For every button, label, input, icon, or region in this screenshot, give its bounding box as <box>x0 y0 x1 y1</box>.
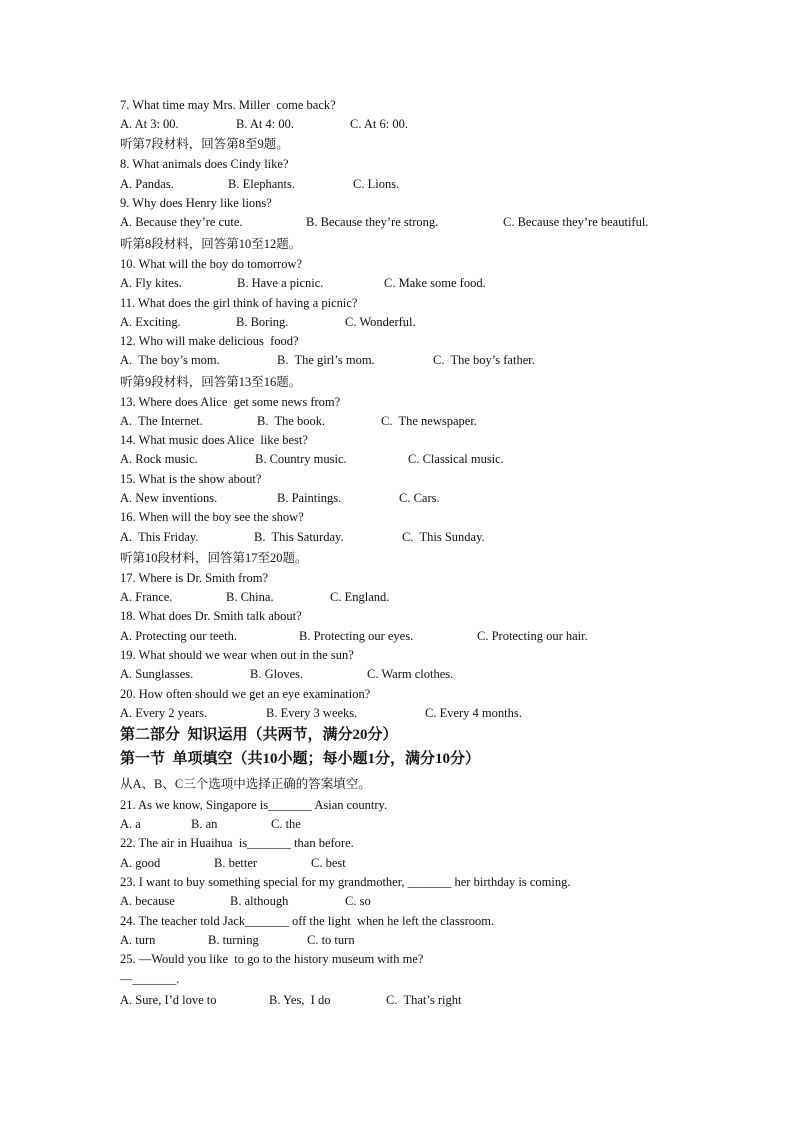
answer-option: B. Yes, I do <box>269 993 331 1007</box>
answer-options <box>120 666 680 682</box>
section-instruction: 听第9段材料，回答第13至16题。 <box>120 375 302 389</box>
answer-option: A. Pandas. <box>120 177 174 191</box>
answer-options <box>120 992 680 1008</box>
answer-option: C. Warm clothes. <box>367 667 454 681</box>
answer-option: A. Fly kites. <box>120 276 182 290</box>
answer-option: A. Exciting. <box>120 315 181 329</box>
question-text: 8. What animals does Cindy like? <box>120 157 289 171</box>
answer-option: B. Because they’re strong. <box>306 215 439 229</box>
question-text: —_______. <box>120 972 180 986</box>
answer-options <box>120 589 680 605</box>
question-text: 10. What will the boy do tomorrow? <box>120 257 303 271</box>
answer-option: C. Lions. <box>353 177 400 191</box>
answer-option: B. Every 3 weeks. <box>266 706 358 720</box>
answer-option: B. At 4: 00. <box>236 117 294 131</box>
answer-option: A. Rock music. <box>120 452 198 466</box>
answer-option: A. turn <box>120 933 156 947</box>
question-text: 15. What is the show about? <box>120 472 262 486</box>
answer-option: A. Sunglasses. <box>120 667 194 681</box>
answer-option: B. better <box>214 856 258 870</box>
answer-option: B. turning <box>208 933 259 947</box>
question-text: 11. What does the girl think of having a picnic? <box>120 296 358 310</box>
answer-options <box>120 413 680 429</box>
answer-option: C. Cars. <box>399 491 440 505</box>
section-instruction: 听第7段材料，回答第8至9题。 <box>120 137 289 151</box>
question-text: 18. What does Dr. Smith talk about? <box>120 609 302 623</box>
question-text: 14. What music does Alice like best? <box>120 433 308 447</box>
question-text: 22. The air in Huaihua is_______ than before. <box>120 836 354 850</box>
question-text: 9. Why does Henry like lions? <box>120 196 272 210</box>
answer-options <box>120 116 680 132</box>
answer-option: A. The boy’s mom. <box>120 353 220 367</box>
answer-option: B. This Saturday. <box>254 530 344 544</box>
question-text: 23. I want to buy something special for my grandmother, _______ her birthday is coming. <box>120 875 571 889</box>
answer-option: C. Make some food. <box>384 276 486 290</box>
answer-option: A. a <box>120 817 141 831</box>
answer-option: A. This Friday. <box>120 530 199 544</box>
question-text: 17. Where is Dr. Smith from? <box>120 571 269 585</box>
answer-option: B. Elephants. <box>228 177 296 191</box>
answer-option: B. The book. <box>257 414 326 428</box>
answer-options <box>120 893 680 909</box>
question-text: 20. How often should we get an eye examination? <box>120 687 371 701</box>
answer-option: B. Paintings. <box>277 491 342 505</box>
answer-option: C. At 6: 00. <box>350 117 408 131</box>
answer-option: C. Protecting our hair. <box>477 629 588 643</box>
answer-option: A. At 3: 00. <box>120 117 179 131</box>
answer-option: C. Wonderful. <box>345 315 416 329</box>
question-text: 12. Who will make delicious food? <box>120 334 299 348</box>
answer-options <box>120 529 680 545</box>
answer-options <box>120 352 680 368</box>
answer-option: B. although <box>230 894 289 908</box>
answer-options <box>120 855 680 871</box>
question-text: 7. What time may Mrs. Miller come back? <box>120 98 336 112</box>
answer-option: B. an <box>191 817 218 831</box>
answer-option: A. Sure, I’d love to <box>120 993 217 1007</box>
answer-option: C. That’s right <box>386 993 462 1007</box>
question-text: 19. What should we wear when out in the sun? <box>120 648 354 662</box>
answer-option: B. Gloves. <box>250 667 304 681</box>
answer-options <box>120 490 680 506</box>
answer-option: C. This Sunday. <box>402 530 485 544</box>
answer-option: B. The girl’s mom. <box>277 353 375 367</box>
section-instruction: 听第8段材料，回答第10至12题。 <box>120 237 302 251</box>
answer-option: B. Have a picnic. <box>237 276 324 290</box>
answer-options <box>120 932 680 948</box>
answer-option: B. China. <box>226 590 274 604</box>
answer-option: A. Every 2 years. <box>120 706 208 720</box>
answer-option: C. England. <box>330 590 390 604</box>
answer-option: A. The Internet. <box>120 414 203 428</box>
answer-option: A. Protecting our teeth. <box>120 629 237 643</box>
answer-options <box>120 314 680 330</box>
section-instruction: 听第10段材料，回答第17至20题。 <box>120 551 308 565</box>
answer-option: C. Because they’re beautiful. <box>503 215 649 229</box>
answer-option: A. New inventions. <box>120 491 218 505</box>
answer-options <box>120 705 680 721</box>
answer-options <box>120 275 680 291</box>
answer-option: C. Every 4 months. <box>425 706 522 720</box>
answer-option: B. Boring. <box>236 315 289 329</box>
answer-option: A. good <box>120 856 161 870</box>
section-instruction: 从A、B、C三个选项中选择正确的答案填空。 <box>120 777 371 791</box>
question-text: 16. When will the boy see the show? <box>120 510 304 524</box>
answer-option: A. because <box>120 894 175 908</box>
answer-option: B. Protecting our eyes. <box>299 629 414 643</box>
answer-options <box>120 176 680 192</box>
question-text: 21. As we know, Singapore is_______ Asian country. <box>120 798 388 812</box>
question-text: 13. Where does Alice get some news from? <box>120 395 341 409</box>
answer-option: C. Classical music. <box>408 452 504 466</box>
answer-option: C. The boy’s father. <box>433 353 535 367</box>
answer-option: B. Country music. <box>255 452 347 466</box>
part-heading: 第二部分 知识运用（共两节，满分20分） <box>120 727 398 743</box>
question-text: 25. —Would you like to go to the history museum with me? <box>120 952 424 966</box>
answer-options <box>120 451 680 467</box>
question-text: 24. The teacher told Jack_______ off the light when he left the classroom. <box>120 914 495 928</box>
answer-options <box>120 214 680 230</box>
answer-option: C. the <box>271 817 301 831</box>
section-heading: 第一节 单项填空（共10小题；每小题1分，满分10分） <box>120 751 481 767</box>
answer-option: A. France. <box>120 590 173 604</box>
answer-option: C. to turn <box>307 933 355 947</box>
answer-option: C. best <box>311 856 346 870</box>
answer-options <box>120 816 680 832</box>
answer-option: C. so <box>345 894 371 908</box>
answer-option: A. Because they’re cute. <box>120 215 243 229</box>
answer-option: C. The newspaper. <box>381 414 477 428</box>
answer-options <box>120 628 680 644</box>
